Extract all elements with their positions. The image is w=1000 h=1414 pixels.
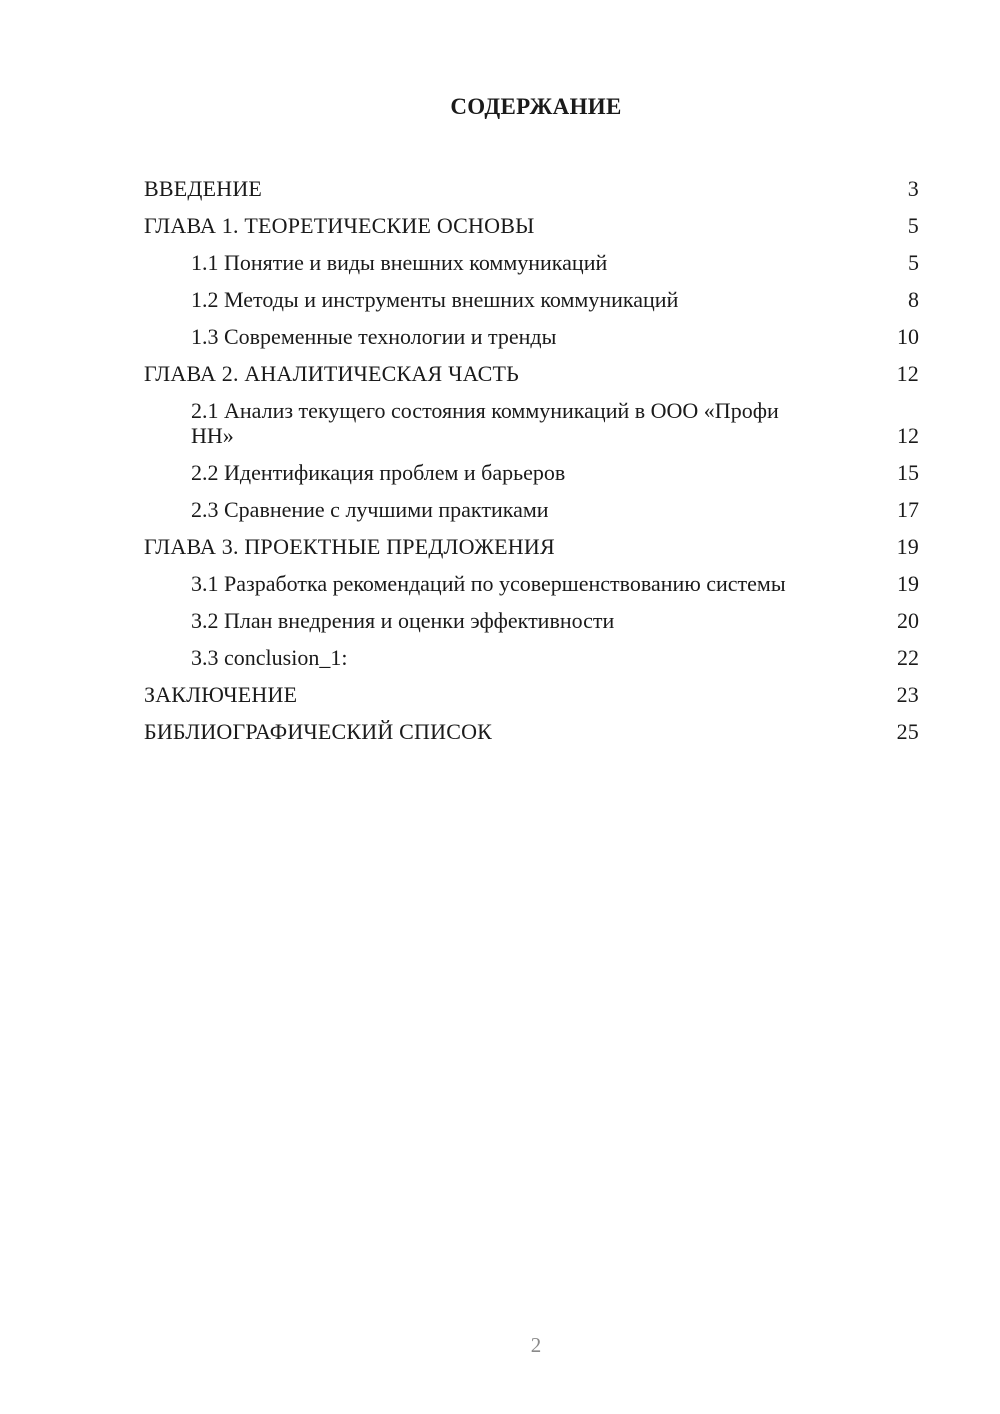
- toc-entry-page: 20: [897, 608, 919, 633]
- toc-entry-conclusion[interactable]: [144, 676, 919, 713]
- toc-entry-chapter-3[interactable]: [144, 528, 919, 565]
- toc-entry-section-1-2[interactable]: [144, 281, 919, 318]
- toc-entry-page: 19: [897, 571, 919, 596]
- toc-entry-section-3-3[interactable]: [144, 639, 919, 676]
- toc-entry-text: 2.1 Анализ текущего состояния коммуникаций в ООО «Профи НН»: [191, 398, 779, 448]
- toc-entry-text: 2.2 Идентификация проблем и барьеров: [191, 460, 566, 485]
- toc-entry-text: 1.2 Методы и инструменты внешних коммуникаций: [191, 287, 679, 312]
- toc-entry-page: 23: [896, 682, 919, 707]
- toc-entry-text: БИБЛИОГРАФИЧЕСКИЙ СПИСОК: [144, 719, 493, 744]
- toc-entry-text: 3.3 conclusion_1:: [191, 645, 348, 670]
- toc-entry-text: 2.3 Сравнение с лучшими практиками: [191, 497, 549, 522]
- toc-entry-text: 1.1 Понятие и виды внешних коммуникаций: [191, 250, 608, 275]
- toc-entry-text: 1.3 Современные технологии и тренды: [191, 324, 557, 349]
- toc-entry-section-3-1[interactable]: [144, 565, 919, 602]
- toc-entry-chapter-1[interactable]: [144, 207, 919, 244]
- page-title: СОДЕРЖАНИЕ: [450, 94, 622, 119]
- toc-entry-page: 8: [908, 287, 919, 312]
- toc-entry-page: 17: [897, 497, 919, 522]
- toc-entry-section-1-1[interactable]: [144, 244, 919, 281]
- toc-entry-page: 19: [896, 534, 919, 559]
- toc-entry-chapter-2[interactable]: [144, 355, 919, 392]
- toc-entry-text: ГЛАВА 3. ПРОЕКТНЫЕ ПРЕДЛОЖЕНИЯ: [144, 534, 555, 559]
- page-number: 2: [530, 1333, 542, 1357]
- toc-entry-page: 5: [907, 213, 919, 238]
- toc-entry-text: ГЛАВА 2. АНАЛИТИЧЕСКАЯ ЧАСТЬ: [144, 361, 519, 386]
- toc-entry-introduction[interactable]: [144, 170, 919, 207]
- toc-entry-page: 12: [897, 423, 919, 448]
- toc-entry-bibliography[interactable]: [144, 713, 919, 750]
- toc-entry-section-3-2[interactable]: [144, 602, 919, 639]
- toc-entry-text: ВВЕДЕНИЕ: [144, 176, 263, 201]
- toc-entry-text: ГЛАВА 1. ТЕОРЕТИЧЕСКИЕ ОСНОВЫ: [144, 213, 535, 238]
- toc-entry-section-2-2[interactable]: [144, 454, 919, 491]
- toc-entry-section-2-1[interactable]: [144, 392, 919, 454]
- toc-entry-page: 12: [896, 361, 919, 386]
- toc-entry-text: 3.1 Разработка рекомендаций по усовершенствованию системы: [191, 571, 786, 596]
- toc-entry-section-2-3[interactable]: [144, 491, 919, 528]
- toc-entry-page: 3: [907, 176, 919, 201]
- toc-entry-page: 15: [897, 460, 919, 485]
- table-of-contents: [144, 170, 919, 750]
- toc-entry-text: ЗАКЛЮЧЕНИЕ: [144, 682, 298, 707]
- toc-entry-page: 22: [897, 645, 919, 670]
- toc-entry-page: 10: [897, 324, 919, 349]
- toc-entry-section-1-3[interactable]: [144, 318, 919, 355]
- toc-entry-text: 3.2 План внедрения и оценки эффективности: [191, 608, 615, 633]
- toc-entry-page: 25: [896, 719, 919, 744]
- toc-entry-page: 5: [908, 250, 919, 275]
